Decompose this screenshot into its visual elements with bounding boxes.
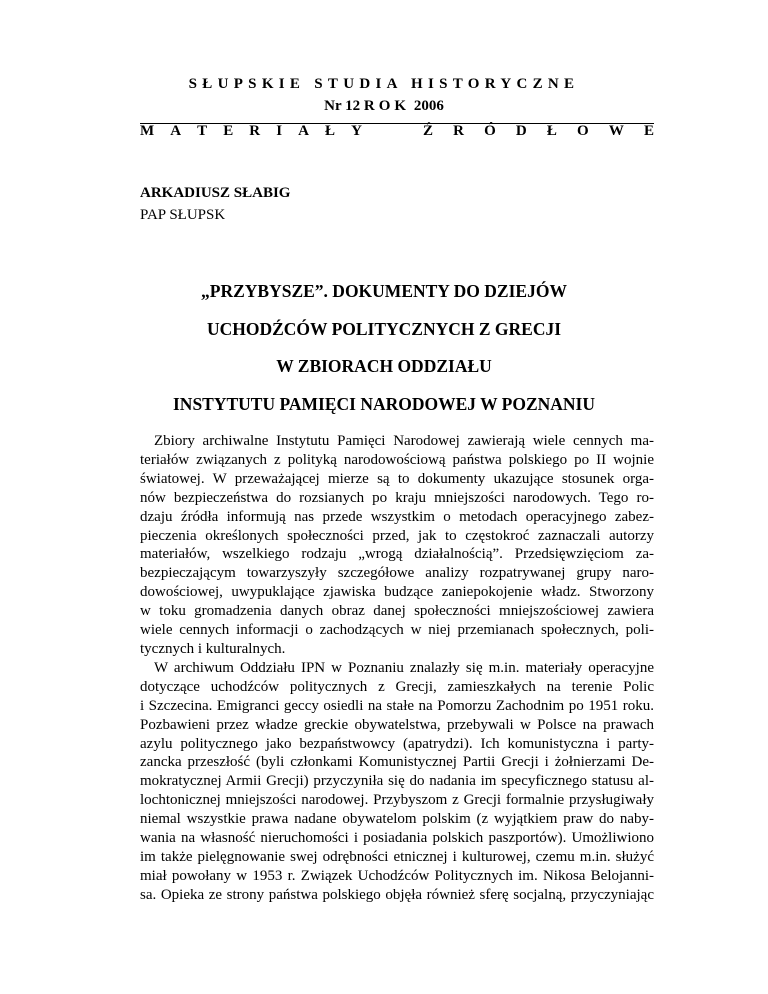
journal-title: SŁUPSKIE STUDIA HISTORYCZNE <box>188 76 580 92</box>
body-line: dotyczące uchodźców politycznych z Grecji, zamieszkałych na terenie Polic <box>140 678 654 695</box>
body-line: sa. Opieka ze strony państwa polskiego objęła również sferę socjalną, przyczyniając <box>140 886 654 903</box>
title-line: INSTYTUTU PAMIĘCI NARODOWEJ W POZNANIU <box>173 394 595 415</box>
body-line: dzaju źródła informują nas przede wszystkim o metodach operacyjnego zabez- <box>140 508 654 525</box>
section-word2-letter: D <box>515 122 527 139</box>
title-line: UCHODŹCÓW POLITYCZNYCH Z GRECJI <box>206 318 562 339</box>
author-name: ARKADIUSZ SŁABIG <box>140 185 291 201</box>
body-line: azylu politycznego jako bezpaństwowcy (apatrydzi). Ich komunistyczna i party- <box>140 735 654 752</box>
section-word2-letter: O <box>577 122 589 139</box>
body-line: wiele cennych informacji o zachodzących w niej przemianach społecznych, poli- <box>140 622 654 639</box>
body-line: Pozbawieni przez władze greckie obywatelstwa, przebywali w Polsce na prawach <box>140 716 654 733</box>
section-word1-letter: R <box>249 122 261 139</box>
body-line: pieczenia określonych społeczności przed, jak to częstokroć zaznaczali autorzy <box>140 527 654 544</box>
article-title <box>0 273 768 424</box>
body-line: dowościowej, uwypuklające zjawiska budzące zaniepokojenie władz. Stworzony <box>140 584 654 601</box>
issue-line <box>0 98 768 115</box>
body-line: i Szczecina. Emigranci geccy osiedli na stałe na Pomorzu Zachodnim po 1951 roku. <box>140 697 654 714</box>
section-word1-letter: A <box>170 122 182 139</box>
body-line: im także pielęgnowanie swej odrębności etnicznej i kulturowej, czemu m.in. służyć <box>140 848 654 865</box>
body-line: tycznych i kulturalnych. <box>140 640 286 657</box>
section-word1-letter: A <box>298 122 309 139</box>
section-word2-letter: W <box>608 122 624 139</box>
issue-number: Nr 12 <box>324 98 361 114</box>
body-line: W archiwum Oddziału IPN w Poznaniu znalazły się m.in. materiały operacyjne <box>154 659 654 676</box>
section-word1-letter: M <box>140 122 155 139</box>
section-word2-letter: Ł <box>546 122 557 139</box>
body-line: bezpieczającym towarzyszyły szczegółowe analizy rozpatrywanej grupy naro- <box>140 565 654 582</box>
body-line: wania na własność nieruchomości i posiadania polskich paszportów). Umożliwiono <box>140 830 654 847</box>
title-line: „PRZYBYSZE”. DOKUMENTY DO DZIEJÓW <box>201 281 567 301</box>
body-line: nów bezpieczeństwa do rozsianych po kraju mniejszości narodowych. Tego ro- <box>140 489 654 506</box>
section-word1-letter: T <box>197 122 208 139</box>
section-word1-letter: Ł <box>325 122 336 139</box>
body-line: niemal wszystkie prawa nadane obywatelom polskim (z wyjątkiem praw do naby- <box>140 811 654 828</box>
section-word2-letter: Ó <box>484 122 496 139</box>
section-word1-letter: Y <box>351 122 362 139</box>
title-line: W ZBIORACH ODDZIAŁU <box>276 356 492 377</box>
issue-year: 2006 <box>413 98 444 114</box>
section-word1-letter: E <box>223 122 234 139</box>
article-body <box>140 432 654 905</box>
body-line: w toku gromadzenia danych obraz danej społeczności mniejszościowej zawiera <box>140 603 654 620</box>
body-line: Zbiory archiwalne Instytutu Pamięci Narodowej zawierają wiele cennych ma- <box>154 433 654 449</box>
section-word2-letter: Ź <box>423 122 434 139</box>
body-line: miał powołany w 1953 r. Związek Uchodźców Politycznych im. Nikosa Belojanni- <box>140 867 654 884</box>
body-line: światowej. W przeważającej mierze są to dokumenty ukazujące stosunek orga- <box>140 470 654 487</box>
author-affiliation: PAP SŁUPSK <box>140 207 226 223</box>
section-word1-letter: I <box>276 122 283 139</box>
section-word2-letter: E <box>643 122 654 139</box>
section-word-zrodlowe <box>423 123 654 140</box>
body-line: mokratycznej Armii Grecji) przyczyniła się do nadania im specyficznego statusu al- <box>140 773 654 790</box>
issue-rok: ROK <box>363 98 411 114</box>
section-word2-letter: R <box>453 122 464 139</box>
body-line: lochtonicznej mniejszości narodowej. Przybyszom z Grecji formalnie przysługiwały <box>140 792 654 809</box>
body-line: teriałów związanych z polityką narodowościową państwa polskiego po II wojnie <box>140 451 654 468</box>
section-word-materialy <box>140 123 362 140</box>
body-line: materiałów, wszelkiego rodzaju „wrogą działalnością”. Przedsięwzięciom za- <box>140 546 654 563</box>
body-line: zancka przeszłość (byli członkami Komunistycznej Partii Grecji i żołnierzami De- <box>140 754 654 771</box>
